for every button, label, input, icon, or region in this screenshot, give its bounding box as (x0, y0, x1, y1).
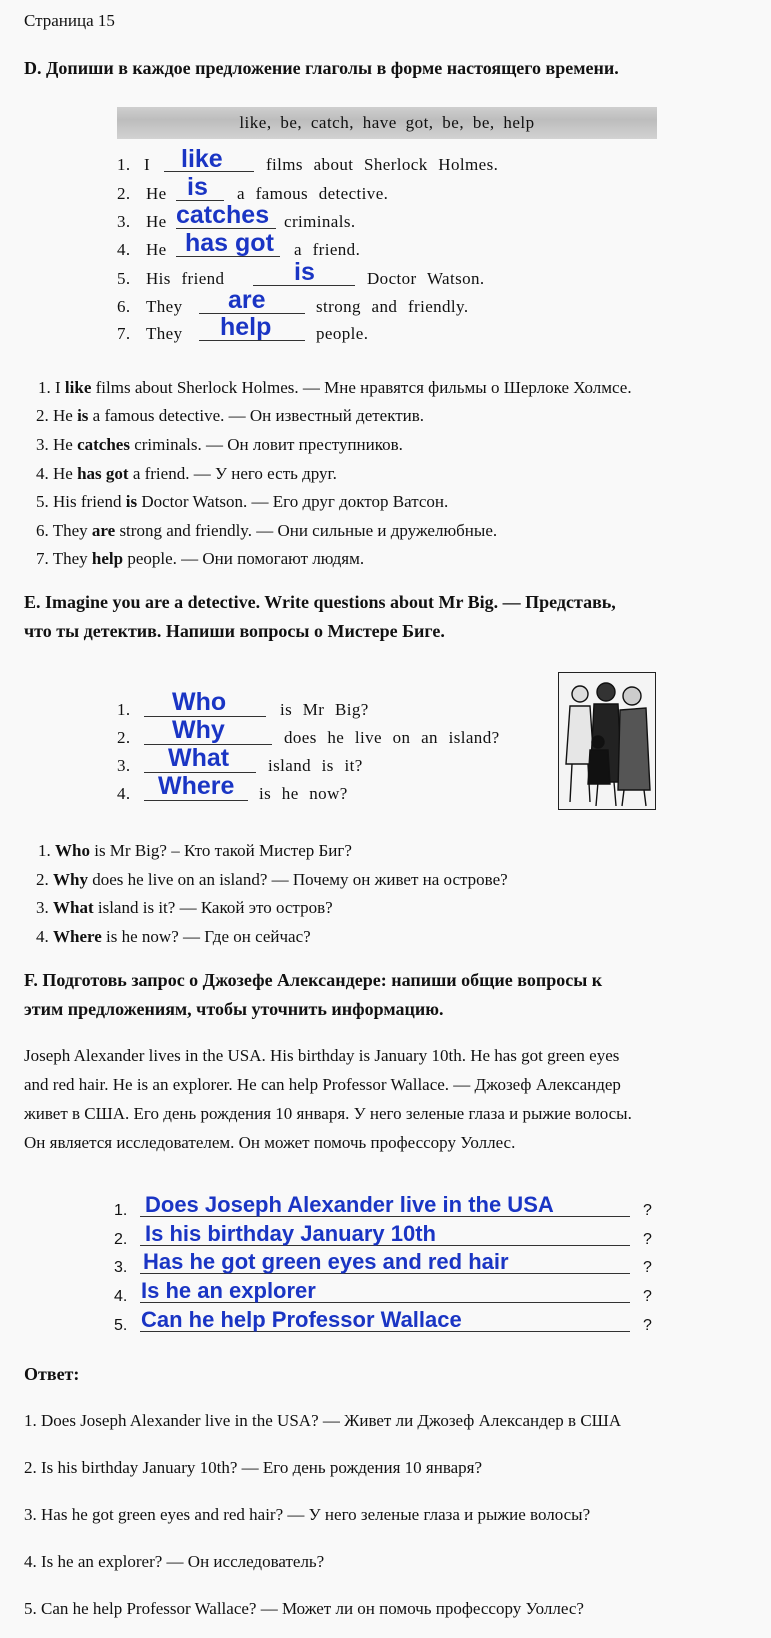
paragraph-line: живет в США. Его день рождения 10 января. У него зеленые глаза и рыжие волосы. (24, 1104, 632, 1123)
list-item: 6. They are strong and friendly. — Они сильные и дружелюбные. (36, 521, 498, 540)
paragraph-line: Joseph Alexander lives in the USA. His birthday is January 10th. He has got green eyes (24, 1046, 620, 1065)
item-text-after: a friend. (294, 240, 361, 259)
detectives-illustration (558, 672, 656, 810)
question-mark: ? (643, 1288, 652, 1305)
item-number: 2. (117, 184, 131, 203)
item-number: 1. (117, 700, 131, 719)
list-item: 4. Is he an explorer? — Он исследователь? (24, 1552, 325, 1571)
handwritten-answer: is (187, 173, 208, 201)
list-item: 7. They help people. — Они помогают людям. (36, 549, 365, 568)
question-mark: ? (643, 1202, 652, 1219)
word-bank-text: like, be, catch, have got, be, be, help (239, 113, 535, 132)
handwritten-answer: has got (185, 229, 274, 257)
handwritten-answer: Who (172, 688, 227, 716)
item-text-before: They (146, 297, 183, 316)
item-text-after: is Mr Big? (280, 700, 369, 719)
item-number: 2. (117, 728, 131, 747)
list-item: 1. Does Joseph Alexander live in the USA? — Живет ли Джозеф Александер в США (24, 1411, 622, 1430)
answer-label: Ответ: (24, 1364, 80, 1384)
item-text-after: is he now? (259, 784, 348, 803)
item-text-after: Doctor Watson. (367, 269, 485, 288)
item-text-after: a famous detective. (237, 184, 389, 203)
handwritten-answer: help (220, 313, 272, 341)
list-item: 4. Where is he now? — Где он сейчас? (36, 927, 311, 946)
paragraph-line: and red hair. He is an explorer. He can help Professor Wallace. — Джозеф Александер (24, 1075, 621, 1094)
handwritten-answer: What (168, 744, 230, 772)
item-number: 4. (117, 240, 131, 259)
list-item: 5. His friend is Doctor Watson. — Его друг доктор Ватсон. (36, 492, 449, 511)
item-number: 6. (117, 297, 131, 316)
list-item: 2. Is his birthday January 10th? — Его день рождения 10 января? (24, 1458, 483, 1477)
paragraph-line: Он является исследователем. Он может помочь профессору Уоллес. (24, 1133, 516, 1152)
list-item: 3. He catches criminals. — Он ловит преступников. (36, 435, 403, 454)
item-text-after: films about Sherlock Holmes. (266, 155, 499, 174)
handwritten-answer: Where (158, 772, 235, 800)
handwritten-answer: is (294, 258, 315, 286)
handwritten-answer: Is his birthday January 10th (145, 1221, 436, 1246)
handwritten-answer: like (181, 145, 223, 173)
list-item: 1. I like films about Sherlock Holmes. — Мне нравятся фильмы о Шерлоке Холмсе. (38, 378, 632, 397)
list-item: 2. Why does he live on an island? — Почему он живет на острове? (36, 870, 508, 889)
item-number: 2. (114, 1231, 128, 1248)
item-number: 7. (117, 324, 131, 343)
word-bank-banner (117, 107, 657, 139)
item-text-after: island is it? (268, 756, 363, 775)
item-number: 1. (117, 155, 131, 174)
item-text-after: people. (316, 324, 369, 343)
item-number: 3. (114, 1259, 128, 1276)
item-text-before: He (146, 184, 167, 203)
item-number: 3. (117, 212, 131, 231)
handwritten-answer: Does Joseph Alexander live in the USA (145, 1192, 554, 1217)
list-item: 4. He has got a friend. — У него есть друг. (36, 464, 337, 483)
item-text-before: They (146, 324, 183, 343)
item-number: 4. (114, 1288, 128, 1305)
list-item: 2. He is a famous detective. — Он известный детектив. (36, 406, 425, 425)
item-number: 4. (117, 784, 131, 803)
item-text-before: He (146, 212, 167, 231)
section-e-heading-line1: E. Imagine you are a detective. Write questions about Mr Big. — Представь, (24, 592, 616, 612)
item-text-before: I (144, 155, 151, 174)
page-title: Страница 15 (24, 11, 115, 30)
item-number: 5. (117, 269, 131, 288)
section-d-heading: D. Допиши в каждое предложение глаголы в форме настоящего времени. (24, 58, 619, 78)
list-item: 1. Who is Mr Big? – Кто такой Мистер Биг? (38, 841, 352, 860)
question-mark: ? (643, 1317, 652, 1334)
handwritten-answer: Has he got green eyes and red hair (143, 1249, 509, 1274)
section-f-heading-line2: этим предложениям, чтобы уточнить информацию. (24, 999, 444, 1019)
item-text-after: does he live on an island? (284, 728, 500, 747)
item-text-before: He (146, 240, 167, 259)
item-text-before: His friend (146, 269, 225, 288)
item-text-after: criminals. (284, 212, 356, 231)
question-mark: ? (643, 1259, 652, 1276)
section-f-heading-line1: F. Подготовь запрос о Джозефе Александере: напиши общие вопросы к (24, 970, 603, 990)
handwritten-answer: Can he help Professor Wallace (141, 1307, 462, 1332)
item-number: 1. (114, 1202, 128, 1219)
item-number: 5. (114, 1317, 128, 1334)
list-item: 3. Has he got green eyes and red hair? — У него зеленые глаза и рыжие волосы? (24, 1505, 591, 1524)
item-text-after: strong and friendly. (316, 297, 469, 316)
question-mark: ? (643, 1231, 652, 1248)
handwritten-answer: Is he an explorer (141, 1278, 316, 1303)
handwritten-answer: Why (172, 716, 225, 744)
list-item: 5. Can he help Professor Wallace? — Может ли он помочь профессору Уоллес? (24, 1599, 584, 1618)
list-item: 3. What island is it? — Какой это остров? (36, 898, 333, 917)
handwritten-answer: are (228, 286, 266, 314)
handwritten-answer: catches (176, 201, 270, 229)
section-e-heading-line2: что ты детектив. Напиши вопросы о Мистере Биге. (24, 621, 445, 641)
item-number: 3. (117, 756, 131, 775)
